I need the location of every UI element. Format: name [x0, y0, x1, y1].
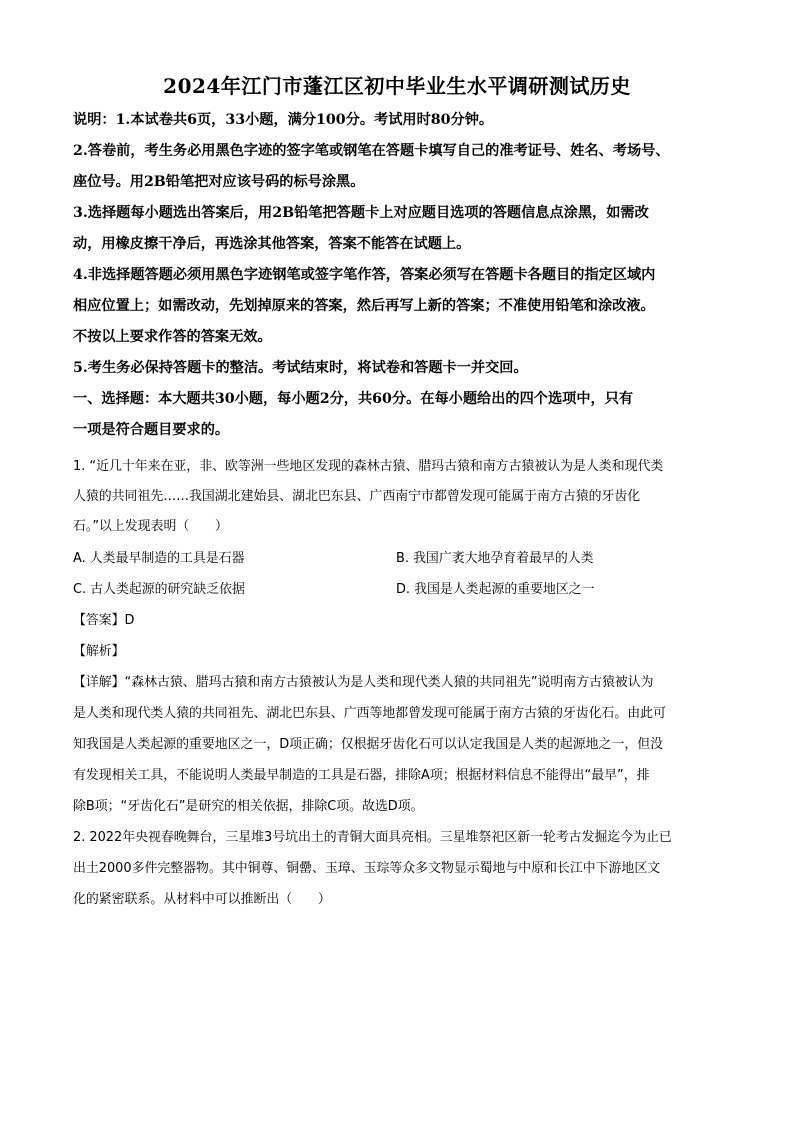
answer-label: 【答案】D: [73, 613, 135, 628]
question-2-stem: 出土2000多件完整器物。其中铜尊、铜罍、玉璋、玉琮等众多文物显示蜀地与中原和长江中下游地区文: [73, 861, 661, 876]
option-b: B. 我国广袤大地孕育着最早的人类: [396, 551, 594, 566]
instruction-line: 不按以上要求作答的答案无效。: [73, 329, 272, 345]
question-1-stem: 人猿的共同祖先……我国湖北建始县、湖北巴东县、广西南宁市都曾发现可能属于南方古猿的牙齿化: [73, 489, 641, 504]
question-2-stem: 化的紧密联系。从材料中可以推断出（ ）: [73, 892, 331, 907]
section-heading: 一、选择题：本大题共30小题，每小题2分，共60分。在每小题给出的四个选项中，只有: [73, 391, 634, 407]
instruction-line: 3.选择题每小题选出答案后，用2B铅笔把答题卡上对应题目选项的答题信息点涂黑，如需改: [73, 205, 649, 221]
instruction-line: 2.答卷前，考生务必用黑色字迹的签字笔或钢笔在答题卡填写自己的准考证号、姓名、考场号、: [73, 143, 670, 159]
instruction-line: 座位号。用2B铅笔把对应该号码的标号涂黑。: [73, 174, 365, 190]
option-c: C. 古人类起源的研究缺乏依据: [73, 582, 245, 597]
option-a: A. 人类最早制造的工具是石器: [73, 551, 245, 566]
option-d: D. 我国是人类起源的重要地区之一: [396, 582, 595, 597]
detail-line: 【详解】“森林古猿、腊玛古猿和南方古猿被认为是人类和现代类人猿的共同祖先”说明南方古猿被认为: [73, 675, 654, 690]
detail-line: 知我国是人类起源的重要地区之一，D项正确；仅根据牙齿化石可以认定我国是人类的起源地之一，但没: [73, 737, 664, 752]
question-1-stem: 石。”以上发现表明（ ）: [73, 519, 228, 534]
question-1-stem: 1. “近几十年来在亚，非、欧等洲一些地区发现的森林古猿、腊玛古猿和南方古猿被认为是人类和现代类: [73, 459, 664, 474]
detail-line: 除B项；“牙齿化石”是研究的相关依据，排除C项。故选D项。: [73, 799, 424, 814]
instruction-line: 4.非选择题答题必须用黑色字迹钢笔或签字笔作答，答案必须写在答题卡各题目的指定区域内: [73, 267, 656, 283]
question-2-stem: 2. 2022年央视春晚舞台，三星堆3号坑出土的青铜大面具亮相。三星堆祭祀区新一轮考古发掘迄今为止已: [73, 830, 672, 845]
page-title: 2024年江门市蓬江区初中毕业生水平调研测试历史: [163, 74, 631, 98]
detail-line: 有发现相关工具，不能说明人类最早制造的工具是石器，排除A项；根据材料信息不能得出“最早”，排: [73, 768, 650, 783]
instruction-line: 动，用橡皮擦干净后，再选涂其他答案，答案不能答在试题上。: [73, 236, 471, 252]
analysis-label: 【解析】: [73, 644, 125, 659]
instruction-line: 5.考生务必保持答题卡的整洁。考试结束时，将试卷和答题卡一并交回。: [73, 360, 528, 376]
detail-line: 是人类和现代类人猿的共同祖先、湖北巴东县、广西等地都曾发现可能属于南方古猿的牙齿化石。由此可: [73, 706, 666, 721]
section-heading: 一项是符合题目要求的。: [73, 422, 230, 438]
instruction-line: 相应位置上；如需改动，先划掉原来的答案，然后再写上新的答案；不准使用铅笔和涂改液。: [73, 298, 655, 314]
instruction-line: 说明：1.本试卷共6页，33小题，满分100分。考试用时80分钟。: [73, 112, 494, 128]
